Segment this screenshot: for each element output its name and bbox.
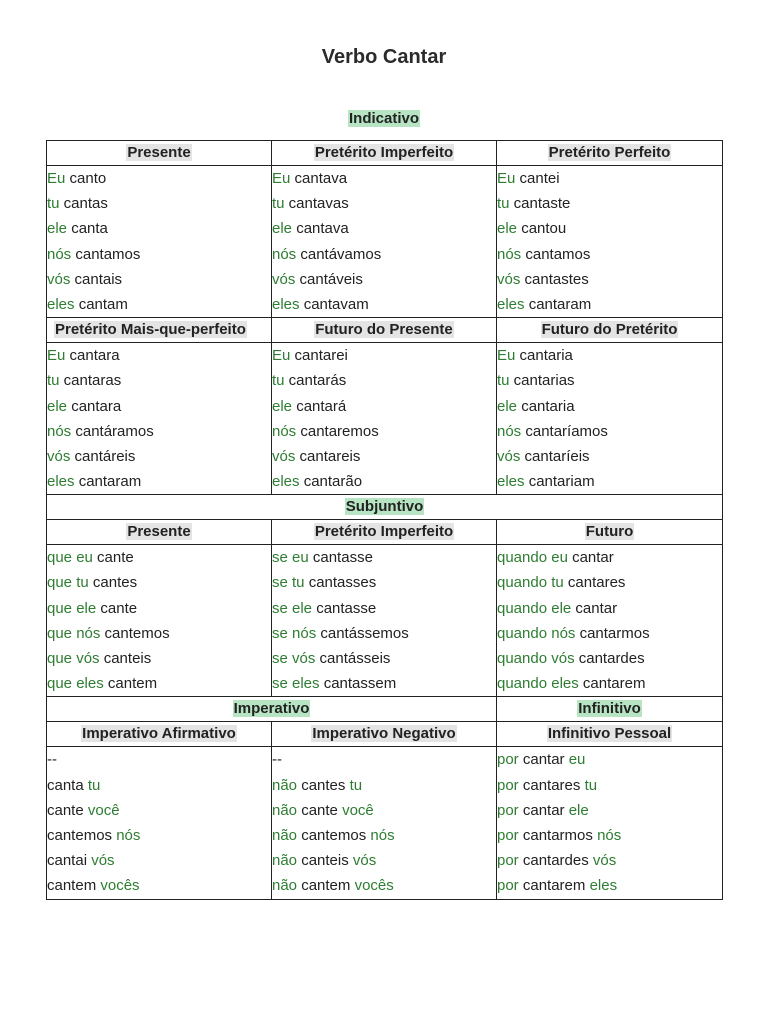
pronoun-text: não [272, 826, 298, 844]
conjugation-line [47, 873, 271, 898]
tense-header [47, 722, 272, 747]
verb-form-text: cante [47, 801, 88, 819]
conjugation-line [497, 848, 722, 873]
verb-form-text: -- [47, 751, 57, 769]
pronoun-text: tu [497, 372, 510, 390]
conjugation-line [47, 419, 271, 444]
conjugation-line [47, 444, 271, 469]
conjugation-line [497, 873, 722, 898]
tense-header [47, 141, 272, 166]
pronoun-text: que eu [47, 549, 93, 567]
conjugation-line [497, 596, 722, 621]
pronoun-text: nós [272, 422, 297, 440]
conjugation-line [272, 267, 496, 292]
pronoun-text: eles [589, 877, 618, 895]
pronoun-text: tu [272, 195, 285, 213]
conjugation-line [272, 444, 496, 469]
pronoun-text: tu [47, 195, 60, 213]
pronoun-text: nós [370, 826, 395, 844]
conjugation-line [497, 798, 722, 823]
conjugation-line [272, 394, 496, 419]
conjugation-line [272, 671, 496, 696]
pronoun-text: vós [47, 447, 71, 465]
pronoun-text: vós [497, 270, 521, 288]
conjugation-cell [47, 166, 272, 318]
conjugation-line [272, 545, 496, 570]
conjugation-line [47, 596, 271, 621]
pronoun-text: por [497, 801, 519, 819]
verb-form-text: canteis [297, 852, 353, 870]
conjugation-line [497, 394, 722, 419]
pronoun-text: nós [272, 245, 297, 263]
conjugation-line [497, 292, 722, 317]
verb-form-text: cantaram [524, 295, 592, 313]
pronoun-text: tu [272, 372, 285, 390]
conjugation-line [497, 216, 722, 241]
conjugation-line [47, 823, 271, 848]
tense-label: Futuro [585, 523, 634, 541]
verb-form-text: cantem [103, 675, 158, 693]
pronoun-text: nós [47, 422, 72, 440]
pronoun-text: Eu [497, 347, 516, 365]
pronoun-text: tu [47, 372, 60, 390]
verb-form-text: cantarão [299, 473, 363, 491]
conjugation-line [497, 747, 722, 772]
conjugation-line [272, 166, 496, 191]
conjugation-line [272, 848, 496, 873]
pronoun-text: tu [584, 776, 598, 794]
section-row [47, 697, 723, 722]
forms-row [47, 545, 723, 697]
tense-label: Futuro do Presente [315, 321, 453, 339]
conjugation-line [47, 621, 271, 646]
verb-form-text: cantava [292, 220, 349, 238]
pronoun-text: se tu [272, 574, 305, 592]
verb-form-text: cantar [571, 599, 618, 617]
verb-form-text: cantaste [509, 195, 571, 213]
pronoun-text: vós [91, 852, 115, 870]
pronoun-text: que tu [47, 574, 89, 592]
conjugation-line [497, 419, 722, 444]
pronoun-text: vós [497, 447, 521, 465]
conjugation-line [47, 267, 271, 292]
tense-header [272, 318, 497, 343]
verb-form-text: cantareis [295, 447, 361, 465]
section-heading-imperativo [47, 697, 497, 722]
verb-form-text: cantais [70, 270, 123, 288]
tense-header [497, 722, 723, 747]
header-row [47, 722, 723, 747]
verb-form-text: cantávamos [296, 245, 382, 263]
conjugation-line [272, 242, 496, 267]
verb-form-text: cantardes [574, 650, 645, 667]
pronoun-text: ele [47, 397, 68, 415]
verb-form-text: canta [67, 220, 108, 238]
pronoun-text: eles [272, 473, 300, 491]
conjugation-line [272, 191, 496, 216]
conjugation-line [497, 242, 722, 267]
conjugation-line [47, 469, 271, 494]
section-label-imperativo: Imperativo [233, 700, 310, 718]
conjugation-line [47, 368, 271, 393]
verb-form-text: cantásseis [315, 650, 391, 667]
section-heading-infinitivo [497, 697, 723, 722]
conjugation-line [497, 671, 722, 696]
conjugation-table [46, 140, 723, 900]
conjugation-cell [272, 747, 497, 899]
verb-form-text: cantemos [100, 624, 170, 642]
conjugation-line [272, 823, 496, 848]
conjugation-line [272, 798, 496, 823]
pronoun-text: você [87, 801, 120, 819]
tense-label: Presente [127, 523, 191, 541]
conjugation-line [47, 848, 271, 873]
conjugation-line [497, 469, 722, 494]
verb-form-text: cantaria [517, 397, 575, 415]
header-row [47, 141, 723, 166]
pronoun-text: não [272, 776, 298, 794]
tense-label: Pretérito Perfeito [548, 144, 671, 161]
conjugation-line [272, 646, 496, 671]
pronoun-text: quando nós [497, 624, 576, 642]
verb-form-text: cantas [59, 195, 108, 213]
pronoun-text: vós [47, 270, 71, 288]
tense-header [497, 141, 723, 166]
conjugation-cell [47, 545, 272, 697]
pronoun-text: que ele [47, 599, 97, 617]
pronoun-text: ele [497, 397, 518, 415]
pronoun-text: vocês [354, 877, 394, 895]
verb-form-text: cantemos [47, 826, 117, 844]
pronoun-text: por [497, 852, 519, 870]
pronoun-text: eles [47, 473, 75, 491]
verb-form-text: cantarás [284, 372, 347, 390]
pronoun-text: tu [497, 195, 510, 213]
verb-form-text: cantaras [59, 372, 122, 390]
pronoun-text: por [497, 877, 519, 895]
conjugation-cell [272, 545, 497, 697]
pronoun-text: eles [47, 295, 75, 313]
conjugation-line [272, 747, 496, 772]
conjugation-line [497, 191, 722, 216]
conjugation-line [47, 773, 271, 798]
conjugation-line [47, 343, 271, 368]
pronoun-text: quando vós [497, 650, 575, 667]
pronoun-text: nós [497, 245, 522, 263]
pronoun-text: vocês [100, 877, 140, 895]
tense-label: Imperativo Negativo [312, 725, 456, 743]
tense-header [272, 141, 497, 166]
tense-header [47, 318, 272, 343]
pronoun-text: nós [597, 826, 622, 844]
conjugation-line [497, 444, 722, 469]
conjugation-line [497, 621, 722, 646]
verb-form-text: cantasses [304, 574, 377, 592]
pronoun-text: eles [497, 473, 525, 491]
verb-form-text: cantarem [518, 877, 590, 895]
pronoun-text: vós [272, 270, 296, 288]
pronoun-text: tu [87, 776, 101, 794]
verb-form-text: cantáramos [71, 422, 154, 440]
conjugation-cell [47, 747, 272, 899]
conjugation-line [47, 747, 271, 772]
pronoun-text: eles [497, 295, 525, 313]
pronoun-text: Eu [272, 347, 291, 365]
pronoun-text: eu [568, 751, 586, 769]
section-heading-indicativo [0, 110, 768, 127]
pronoun-text: que nós [47, 624, 101, 642]
pronoun-text: não [272, 877, 298, 895]
tense-label: Pretérito Imperfeito [314, 144, 454, 161]
forms-row [47, 166, 723, 318]
verb-form-text: cantariam [524, 473, 595, 491]
verb-form-text: cantarem [578, 675, 646, 693]
header-row [47, 520, 723, 545]
pronoun-text: Eu [497, 170, 516, 187]
pronoun-text: você [342, 801, 374, 819]
pronoun-text: que vós [47, 650, 100, 667]
verb-form-text: cantarmos [518, 826, 598, 844]
pronoun-text: quando ele [497, 599, 572, 617]
conjugation-line [497, 368, 722, 393]
pronoun-text: quando eu [497, 549, 568, 567]
verb-form-text: cantes [88, 574, 138, 592]
conjugation-cell [497, 545, 723, 697]
pronoun-text: nós [47, 245, 72, 263]
pronoun-text: se eu [272, 549, 309, 567]
verb-form-text: cantarias [509, 372, 575, 390]
conjugation-cell [497, 343, 723, 495]
verb-form-text: cantasse [312, 599, 377, 617]
verb-form-text: cantares [563, 574, 626, 592]
conjugation-line [272, 216, 496, 241]
verb-form-text: canto [65, 170, 107, 187]
section-label-infinitivo: Infinitivo [578, 700, 641, 718]
conjugation-cell [497, 166, 723, 318]
tense-label: Pretérito Mais-que-perfeito [55, 321, 246, 339]
verb-form-text: cantara [65, 347, 120, 365]
tense-label: Pretérito Imperfeito [314, 523, 454, 541]
pronoun-text: se vós [272, 650, 316, 667]
forms-row [47, 343, 723, 495]
conjugation-line [47, 394, 271, 419]
pronoun-text: ele [272, 220, 293, 238]
verb-form-text: canteis [99, 650, 152, 667]
conjugation-line [272, 596, 496, 621]
pronoun-text: se nós [272, 624, 317, 642]
verb-form-text: cantou [517, 220, 567, 238]
conjugation-line [497, 646, 722, 671]
verb-form-text: cantar [518, 751, 569, 769]
verb-form-text: cante [96, 599, 138, 617]
pronoun-text: por [497, 776, 519, 794]
conjugation-line [272, 621, 496, 646]
section-label-indicativo: Indicativo [348, 110, 419, 127]
tense-header [497, 520, 723, 545]
conjugation-line [47, 545, 271, 570]
tense-header [272, 520, 497, 545]
verb-form-text: cantáreis [70, 447, 136, 465]
verb-form-text: cantara [67, 397, 122, 415]
conjugation-cell [47, 343, 272, 495]
pronoun-text: por [497, 751, 519, 769]
conjugation-line [47, 570, 271, 595]
verb-form-text: cantassem [319, 675, 397, 693]
page-title: Verbo Cantar [321, 46, 447, 68]
conjugation-line [272, 368, 496, 393]
verb-form-text: cantar [567, 549, 614, 567]
verb-form-text: cantamos [521, 245, 591, 263]
pronoun-text: ele [272, 397, 293, 415]
conjugation-line [47, 242, 271, 267]
verb-form-text: cantássemos [316, 624, 409, 642]
verb-form-text: cantavas [284, 195, 349, 213]
verb-form-text: cantará [292, 397, 347, 415]
pronoun-text: tu [349, 776, 363, 794]
tense-header [47, 520, 272, 545]
verb-form-text: cante [92, 549, 134, 567]
pronoun-text: não [272, 801, 298, 819]
conjugation-line [497, 773, 722, 798]
conjugation-line [272, 773, 496, 798]
verb-form-text: cantaríamos [521, 422, 608, 440]
conjugation-cell [497, 747, 723, 899]
verb-form-text: -- [272, 751, 282, 769]
verb-form-text: cantamos [71, 245, 141, 263]
tense-label: Imperativo Afirmativo [82, 725, 236, 743]
conjugation-line [497, 166, 722, 191]
pronoun-text: nós [497, 422, 522, 440]
verb-form-text: cantar [518, 801, 569, 819]
conjugation-line [47, 646, 271, 671]
tense-header [272, 722, 497, 747]
verb-form-text: cantemos [297, 826, 371, 844]
conjugation-line [272, 570, 496, 595]
tense-header [497, 318, 723, 343]
conjugation-line [47, 191, 271, 216]
verb-form-text: cantes [297, 776, 350, 794]
verb-form-text: cantai [47, 852, 92, 870]
pronoun-text: eles [272, 295, 300, 313]
conjugation-line [497, 823, 722, 848]
conjugation-line [272, 292, 496, 317]
verb-form-text: cantasse [308, 549, 373, 567]
verb-form-text: cantem [297, 877, 355, 895]
pronoun-text: por [497, 826, 519, 844]
forms-row [47, 747, 723, 899]
section-label-subjuntivo: Subjuntivo [345, 498, 424, 516]
pronoun-text: Eu [272, 170, 291, 187]
pronoun-text: que eles [47, 675, 104, 693]
pronoun-text: vós [592, 852, 617, 870]
pronoun-text: quando tu [497, 574, 564, 592]
header-row [47, 318, 723, 343]
verb-form-text: cantaram [74, 473, 142, 491]
conjugation-line [47, 292, 271, 317]
verb-form-text: cantaremos [296, 422, 379, 440]
verb-form-text: cantarei [290, 347, 348, 365]
conjugation-line [47, 671, 271, 696]
verb-form-text: cantei [515, 170, 560, 187]
verb-form-text: cantava [290, 170, 348, 187]
verb-form-text: cantáveis [295, 270, 363, 288]
pronoun-text: quando eles [497, 675, 579, 693]
pronoun-text: não [272, 852, 298, 870]
conjugation-line [272, 343, 496, 368]
conjugation-line [497, 570, 722, 595]
pronoun-text: se eles [272, 675, 320, 693]
conjugation-line [272, 873, 496, 898]
verb-form-text: cantam [74, 295, 128, 313]
conjugation-line [497, 343, 722, 368]
verb-form-text: cantaria [515, 347, 573, 365]
tense-label: Futuro do Pretérito [541, 321, 678, 339]
pronoun-text: vós [272, 447, 296, 465]
pronoun-text: ele [497, 220, 518, 238]
conjugation-line [272, 469, 496, 494]
pronoun-text: Eu [47, 347, 66, 365]
pronoun-text: Eu [47, 170, 66, 187]
conjugation-cell [272, 343, 497, 495]
verb-form-text: cantavam [299, 295, 369, 313]
pronoun-text: se ele [272, 599, 313, 617]
verb-form-text: cantastes [520, 270, 589, 288]
pronoun-text: nós [116, 826, 141, 844]
pronoun-text: ele [568, 801, 589, 819]
conjugation-line [47, 216, 271, 241]
pronoun-text: ele [47, 220, 68, 238]
tense-label: Infinitivo Pessoal [547, 725, 672, 743]
verb-form-text: cantarmos [575, 624, 650, 642]
verb-form-text: cantares [518, 776, 585, 794]
conjugation-line [47, 166, 271, 191]
conjugation-line [497, 545, 722, 570]
conjugation-cell [272, 166, 497, 318]
conjugation-line [497, 267, 722, 292]
conjugation-line [272, 419, 496, 444]
verb-form-text: cante [297, 801, 343, 819]
section-heading-subjuntivo [47, 495, 723, 520]
verb-form-text: cantardes [518, 852, 593, 870]
verb-form-text: cantem [47, 877, 101, 895]
pronoun-text: vós [352, 852, 377, 870]
section-row [47, 495, 723, 520]
verb-form-text: canta [47, 776, 88, 794]
conjugation-line [47, 798, 271, 823]
verb-form-text: cantaríeis [520, 447, 590, 465]
tense-label: Presente [127, 144, 191, 161]
